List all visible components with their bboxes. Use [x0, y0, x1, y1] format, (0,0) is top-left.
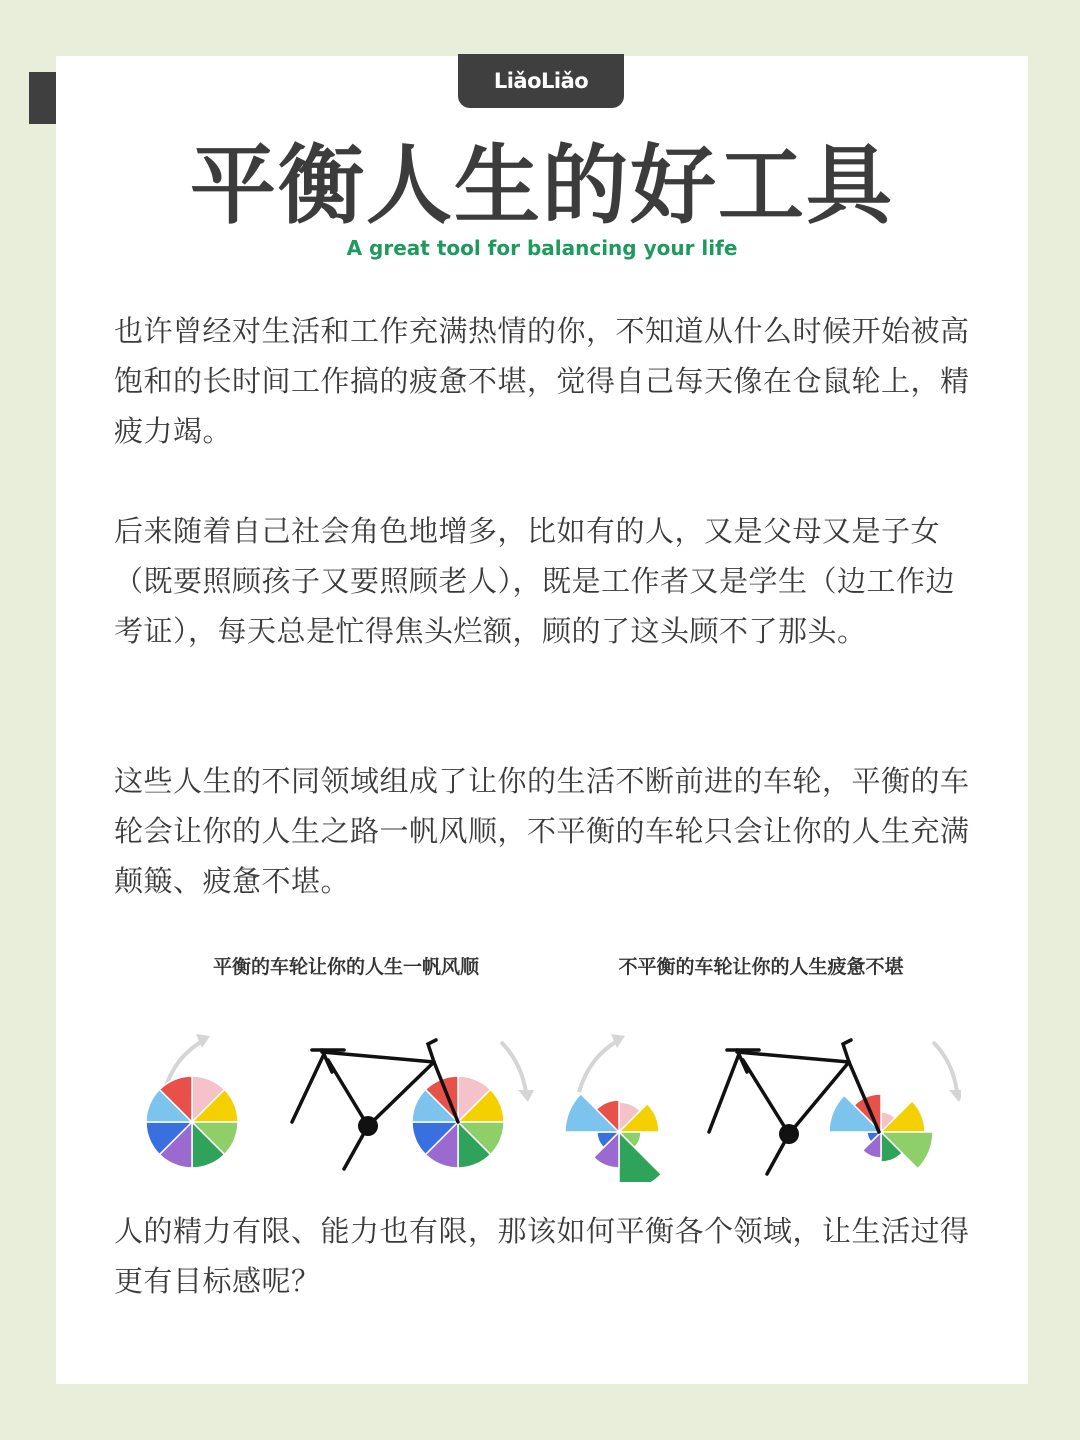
- content-card: [56, 56, 1028, 1384]
- bike-crank-unbalanced: [779, 1124, 799, 1144]
- paragraph-2: 后来随着自己社会角色地增多，比如有的人，又是父母又是子女（既要照顾孩子又要照顾老人），既是工作者又是学生（边工作边考证），每天总是忙得焦头烂额，顾的了这头顾不了那头。: [114, 514, 956, 648]
- rotation-arrow-right-2: [933, 1042, 957, 1092]
- rotation-arrowhead-right: [518, 1090, 534, 1102]
- brand-logo: LiǎoLiǎo: [493, 69, 589, 93]
- rotation-arrow-right: [501, 1042, 526, 1092]
- balanced-bike-figure: [146, 952, 546, 1182]
- rotation-arrowhead-right-2: [949, 1090, 961, 1102]
- balanced-bike-caption: 平衡的车轮让你的人生一帆风顺: [212, 956, 479, 978]
- side-accent-bar: [29, 72, 56, 124]
- paragraph-3: 这些人生的不同领域组成了让你的生活不断前进的车轮，平衡的车轮会让你的人生之路一帆风顺，不平衡的车轮只会让你的人生充满颠簸、疲惫不堪。: [114, 764, 970, 898]
- unbalanced-bike-caption: 不平衡的车轮让你的人生疲惫不堪: [618, 956, 904, 978]
- logo-tab: [458, 54, 624, 108]
- paragraph-1: 也许曾经对生活和工作充满热情的你，不知道从什么时候开始被高饱和的长时间工作搞的疲惫不堪，觉得自己每天像在仓鼠轮上，精疲力竭。: [114, 314, 970, 448]
- page-subtitle: A great tool for balancing your life: [346, 236, 738, 260]
- unbalanced-bike-illustration: [561, 982, 961, 1182]
- paragraph-4: 人的精力有限、能力也有限，那该如何平衡各个领域，让生活过得更有目标感呢？: [114, 1214, 970, 1298]
- unbalanced-front-wheel: [565, 1094, 661, 1182]
- bike-crank-balanced: [358, 1116, 378, 1136]
- unbalanced-rear-wheel: [829, 1094, 933, 1169]
- rotation-arrow-left-2: [579, 1040, 619, 1092]
- unbalanced-bike-figure: [561, 952, 961, 1182]
- balanced-bike-illustration: [146, 982, 546, 1182]
- page-title: 平衡人生的好工具: [190, 136, 894, 236]
- balanced-front-wheel: [146, 1076, 238, 1168]
